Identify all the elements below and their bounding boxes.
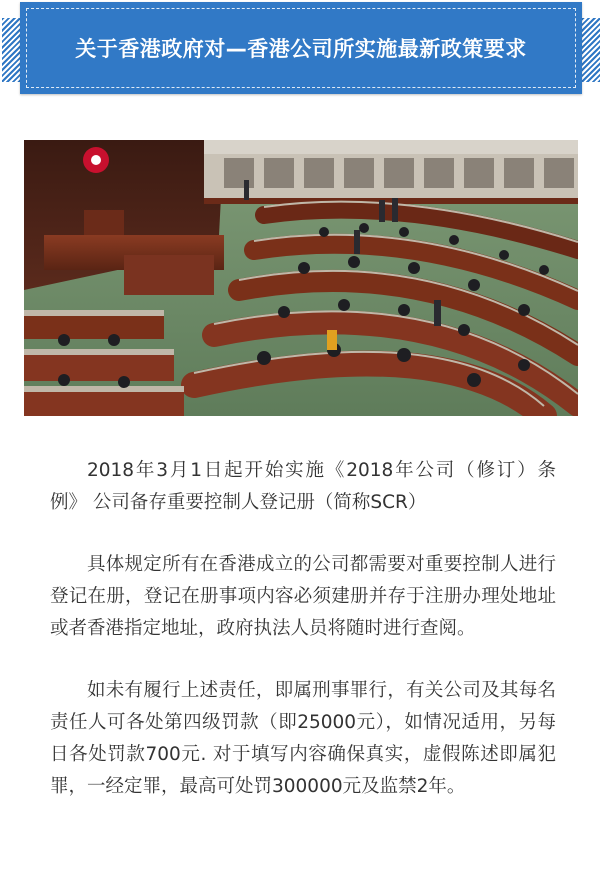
article-body (50, 455, 556, 833)
legislative-chamber-photo (24, 140, 578, 416)
paragraph-3: 如未有履行上述责任，即属刑事罪行，有关公司及其每名责任人可各处第四级罚款（即25000元），如情况适用，另每日各处罚款700元. 对于填写内容确保真实，虚假陈述即属犯罪，一经定罪，最高可处罚300000元及监禁2年。 (50, 680, 556, 797)
page-title: 关于香港政府对—香港公司所实施最新政策要求 (75, 37, 527, 61)
banner-dashed-frame (26, 8, 576, 88)
banner-box (20, 2, 582, 94)
title-banner (2, 2, 600, 94)
banner-right-tab (582, 18, 600, 82)
paragraph-1: 2018年3月1日起开始实施《2018年公司（修订）条例》 公司备存重要控制人登记册（简称SCR） (50, 460, 556, 513)
banner-left-tab (2, 18, 20, 82)
paragraph-2: 具体规定所有在香港成立的公司都需要对重要控制人进行登记在册，登记在册事项内容必须建册并存于注册办理处地址或者香港指定地址，政府执法人员将随时进行查阅。 (50, 554, 556, 639)
